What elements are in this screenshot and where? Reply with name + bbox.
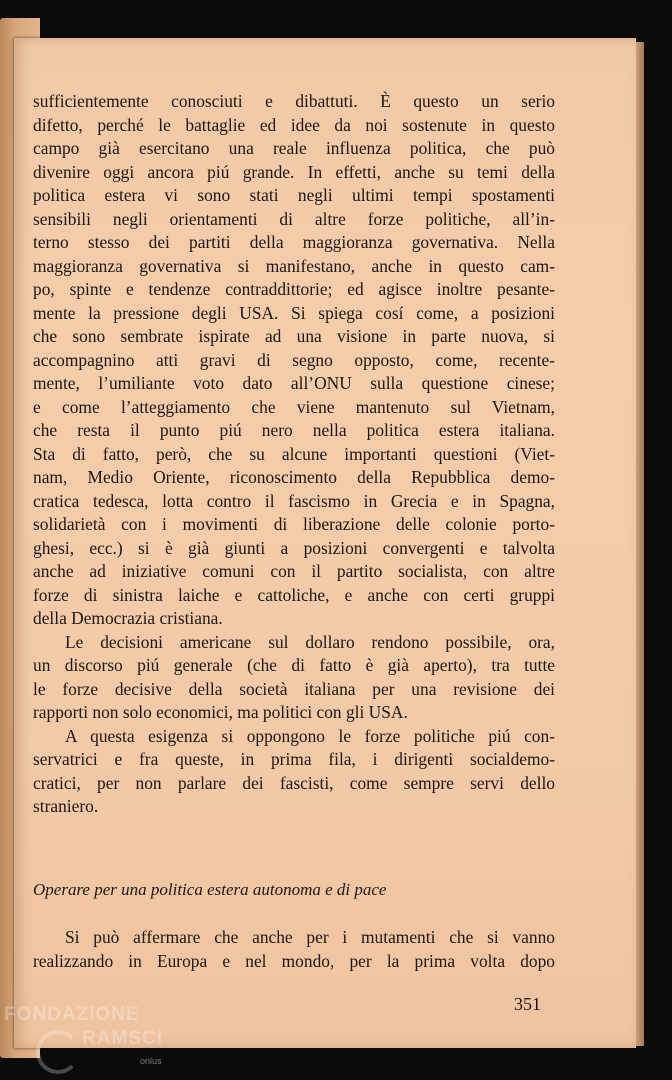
text-line: nam, Medio Oriente, riconoscimento della Repubblica demo- — [33, 467, 555, 487]
text-line: le forze decisive della società italiana per una revisione dei — [33, 678, 555, 699]
text-line: anche ad iniziative comuni con il partito socialista, con altre — [33, 561, 555, 581]
text-line: Le decisioni americane sul dollaro rendono possibile, ora, — [65, 631, 555, 652]
text-line: Sta di fatto, però, che su alcune importanti questioni (Viet- — [33, 443, 555, 464]
text-line: accompagnino atti gravi di segno opposto, come, recente- — [33, 349, 555, 370]
text-line: ghesi, ecc.) si è già giunti a posizioni convergenti e talvolta — [33, 537, 555, 558]
text-line: cratici, per non parlare dei fascisti, come sempre servi dello — [33, 772, 555, 793]
text-line: straniero. — [33, 796, 99, 816]
watermark-onlus: onlus — [140, 1056, 162, 1066]
text-line: che resta il punto piú nero nella politica estera italiana. — [33, 420, 555, 440]
text-line: po, spinte e tendenze contraddittorie; ed agisce inoltre pesante- — [33, 279, 555, 299]
page-edge — [636, 42, 644, 1046]
text-line: campo già esercitano una reale influenza politica, che può — [33, 138, 555, 158]
text-line: realizzando in Europa e nel mondo, per la prima volta dopo — [33, 950, 555, 971]
text-line: un discorso piú generale (che di fatto è già aperto), tra tutte — [33, 655, 555, 675]
text-line: Si può affermare che anche per i mutamenti che si vanno — [65, 927, 555, 947]
watermark-swirl-icon — [36, 1030, 80, 1074]
text-line: rapporti non solo economici, ma politici con gli USA. — [33, 702, 408, 722]
text-line: difetto, perché le battaglie ed idee da noi sostenute in questo — [33, 114, 555, 135]
section-heading: Operare per una politica estera autonoma e di pace — [33, 880, 387, 899]
text-line: maggioranza governativa si manifestano, anche in questo cam- — [33, 255, 555, 276]
text-line: terno stesso dei partiti della maggioranza governativa. Nella — [33, 232, 555, 252]
text-line: sensibili negli orientamenti di altre forze politiche, all’in- — [33, 208, 555, 229]
watermark-logo — [4, 1004, 194, 1074]
text-line: A questa esigenza si oppongono le forze politiche piú con- — [65, 725, 555, 746]
text-line: cratica tedesca, lotta contro il fascismo in Grecia e in Spagna, — [33, 490, 555, 511]
text-line: mente, l’umiliante voto dato all’ONU sulla questione cinese; — [33, 373, 555, 393]
text-line: e come l’atteggiamento che viene mantenuto sul Vietnam, — [33, 396, 555, 417]
body-text — [33, 90, 555, 819]
text-line: sufficientemente conosciuti e dibattuti. È questo un serio — [33, 91, 555, 111]
watermark-line1: FONDAZIONE — [4, 1004, 140, 1025]
page-number: 351 — [514, 994, 541, 1014]
text-line: politica estera vi sono stati negli ultimi tempi spostamenti — [33, 185, 555, 205]
text-line: della Democrazia cristiana. — [33, 608, 223, 628]
text-line: mente la pressione degli USA. Si spiega cosí come, a posizioni — [33, 302, 555, 323]
text-line: servatrici e fra queste, in prima fila, i dirigenti socialdemo- — [33, 749, 555, 769]
text-line: forze di sinistra laiche e cattoliche, e anche con certi gruppi — [33, 584, 555, 605]
text-line: solidarietà con i movimenti di liberazione delle colonie porto- — [33, 514, 555, 534]
watermark-line2: RAMSCI — [82, 1028, 163, 1049]
text-line: che sono sembrate ispirate ad una visione in parte nuova, si — [33, 326, 555, 346]
bottom-text — [33, 926, 555, 973]
text-line: divenire oggi ancora piú grande. In effetti, anche su temi della — [33, 161, 555, 182]
